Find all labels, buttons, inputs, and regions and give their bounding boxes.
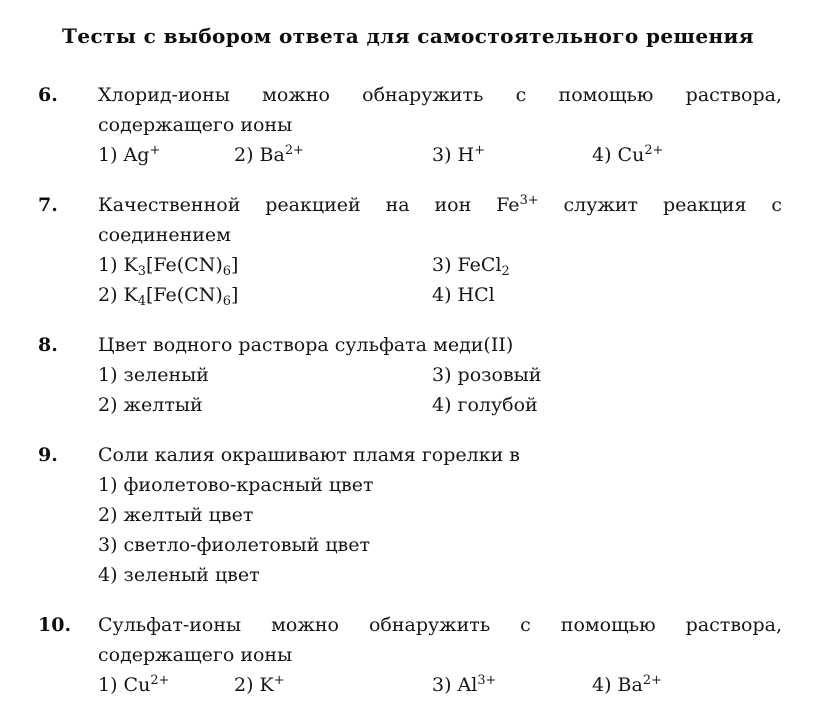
answer-option: 4) $Cu^{2+}$ [592, 142, 664, 166]
answer-options [98, 470, 782, 590]
answer-option: 4) $Ba^{2+}$ [592, 672, 662, 696]
answer-options [98, 250, 782, 310]
answer-options [98, 140, 782, 170]
question-content [98, 190, 782, 310]
question-stem-line: Цвет водного раствора сульфата меди(II) [98, 334, 514, 356]
question-stem-line: соединением [98, 224, 231, 246]
question-stem-line: Соли калия окрашивают пламя горелки в [98, 444, 520, 466]
question-content [98, 610, 782, 700]
questions-list [0, 80, 816, 700]
document-title: Тесты с выбором ответа для самостоятельного решения [62, 24, 754, 48]
answer-option: 3) FeCl$_2$ [432, 254, 510, 279]
answer-option: 2) желтый цвет [98, 504, 254, 526]
answer-option: 3) розовый [432, 364, 542, 386]
answer-option: 2) $Ba^{2+}$ [234, 142, 304, 166]
answer-option: 2) K+ [234, 672, 285, 696]
question-stem-line: содержащего ионы [98, 644, 293, 666]
answer-option: 2) $K_4[Fe(CN)_6]$ [98, 284, 239, 309]
question-content [98, 440, 782, 590]
question-number: 9. [38, 444, 58, 466]
question-stem-line: содержащего ионы [98, 114, 293, 136]
question-content [98, 80, 782, 170]
question-stem-line: Хлорид-ионы можно обнаружить с помощью раствора, [98, 84, 782, 106]
answer-option: 1) $K_3[Fe(CN)_6]$ [98, 254, 239, 279]
question-9 [38, 440, 782, 590]
question-number: 10. [38, 614, 72, 636]
answer-option: 1) зеленый [98, 364, 209, 386]
question-6 [38, 80, 782, 170]
question-8 [38, 330, 782, 420]
answer-option: 1) Ag+ [98, 142, 161, 166]
question-content [98, 330, 782, 420]
answer-option: 3) H+ [432, 142, 485, 166]
answer-options [98, 670, 782, 700]
answer-option: 3) $Al^{3+}$ [432, 672, 497, 696]
question-number: 8. [38, 334, 58, 356]
answer-options [98, 360, 782, 420]
answer-option: 2) желтый [98, 394, 203, 416]
answer-option: 3) светло-фиолетовый цвет [98, 534, 370, 556]
answer-option: 1) фиолетово-красный цвет [98, 474, 374, 496]
answer-option: 4) HCl [432, 284, 495, 306]
question-10 [38, 610, 782, 700]
question-stem-line: Качественной реакцией на ион $Fe^{3+}$ служит реакция с [98, 192, 782, 216]
question-stem-line: Сульфат-ионы можно обнаружить с помощью раствора, [98, 614, 782, 636]
question-7 [38, 190, 782, 310]
question-number: 6. [38, 84, 58, 106]
question-number: 7. [38, 194, 58, 216]
answer-option: 1) $Cu^{2+}$ [98, 672, 170, 696]
answer-option: 4) зеленый цвет [98, 564, 260, 586]
answer-option: 4) голубой [432, 394, 538, 416]
